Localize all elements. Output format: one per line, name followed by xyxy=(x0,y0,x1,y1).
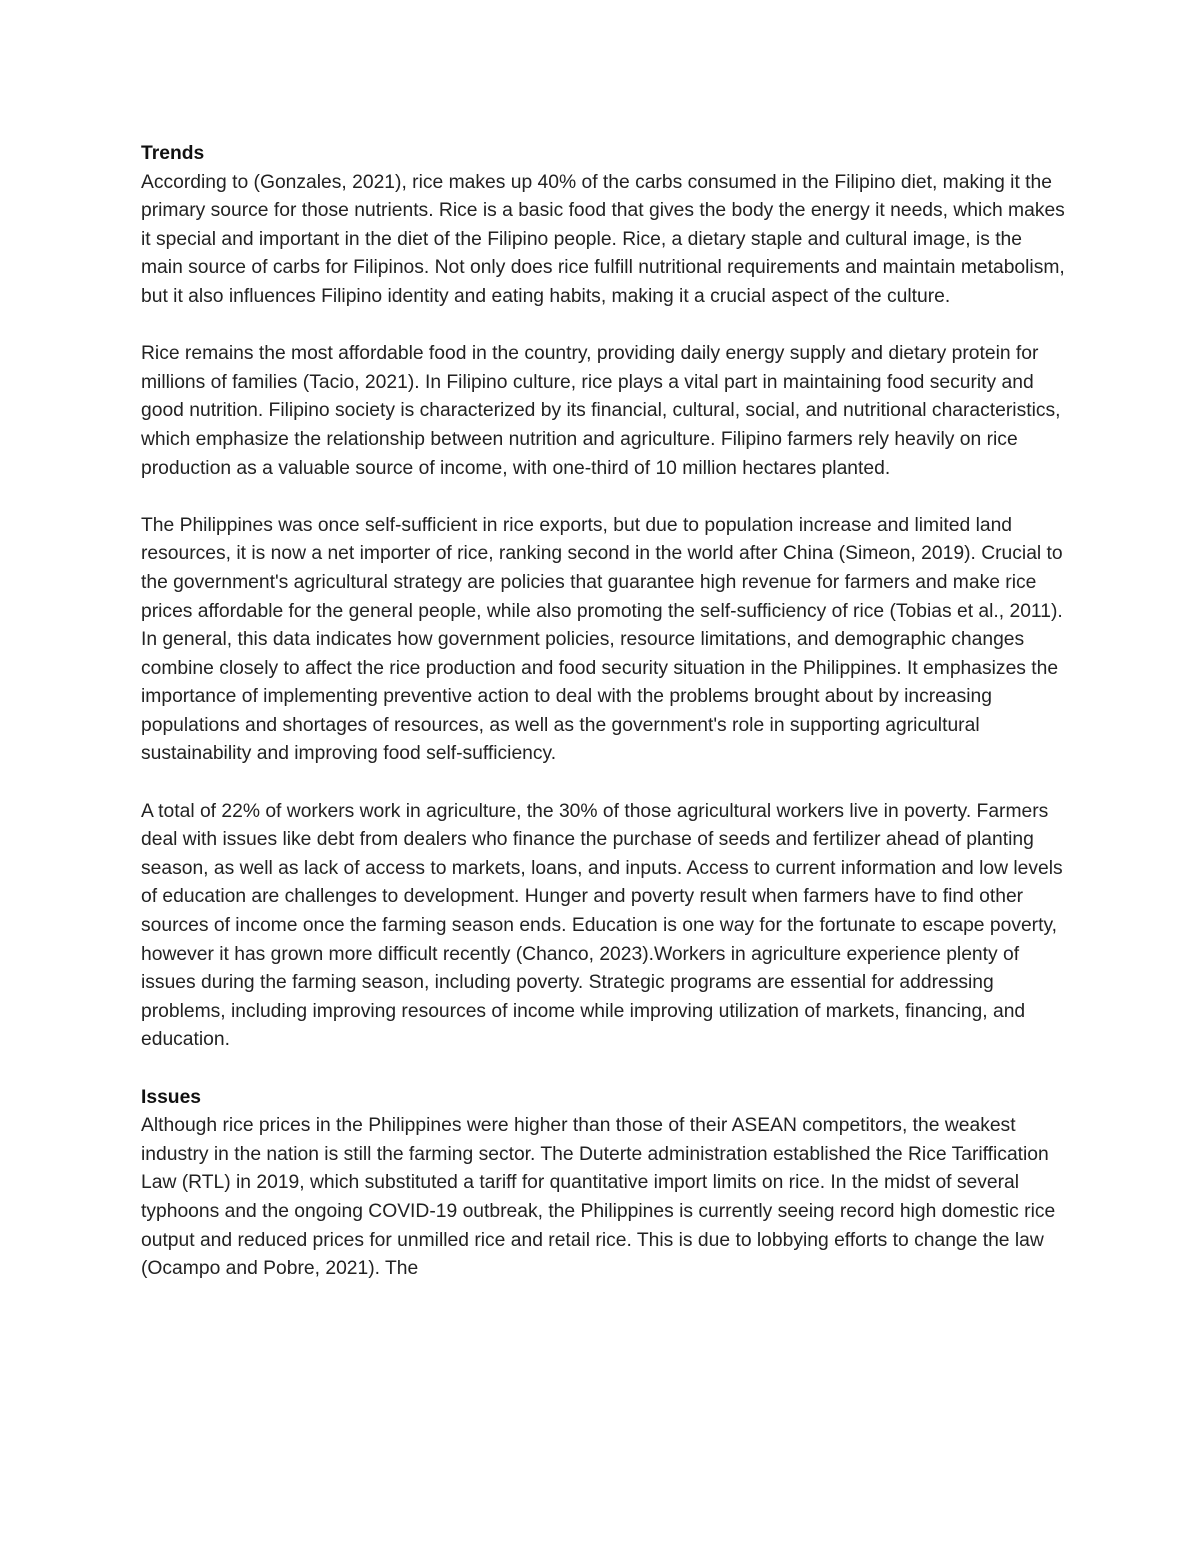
section-heading: Issues xyxy=(141,1086,202,1108)
document-body xyxy=(141,140,1066,1284)
paragraph: The Philippines was once self-sufficient in rice exports, but due to population increase and limited land resources, it is now a net importer of rice, ranking second in the world after China (Simeon, 2019). Crucial to the government's agricultural strategy are policies that guarantee high revenue for farmers and make rice prices affordable for the general people, while also promoting the self-sufficiency of rice (Tobias et al., 2011). In general, this data indicates how government policies, resource limitations, and demographic changes combine closely to affect the rice production and food security situation in the Philippines. It emphasizes the importance of implementing preventive action to deal with the problems brought about by increasing populations and shortages of resources, as well as the government's role in supporting agricultural sustainability and improving food self-sufficiency. xyxy=(141,514,1063,765)
section-trends xyxy=(141,140,1066,1055)
paragraph: A total of 22% of workers work in agriculture, the 30% of those agricultural workers live in poverty. Farmers deal with issues like debt from dealers who finance the purchase of seeds and fertilizer ahead of planting season, as well as lack of access to markets, loans, and inputs. Access to current information and low levels of education are challenges to development. Hunger and poverty result when farmers have to find other sources of income once the farming season ends. Education is one way for the fortunate to escape poverty, however it has grown more difficult recently (Chanco, 2023).Workers in agriculture experience plenty of issues during the farming season, including poverty. Strategic programs are essential for addressing problems, including improving resources of income while improving utilization of markets, financing, and education. xyxy=(141,800,1063,1051)
section-heading: Trends xyxy=(141,143,205,164)
paragraph: Although rice prices in the Philippines were higher than those of their ASEAN competitors, the weakest industry in the nation is still the farming sector. The Duterte administration established the Rice Tariffication Law (RTL) in 2019, which substituted a tariff for quantitative import limits on rice. In the midst of several typhoons and the ongoing COVID-19 outbreak, the Philippines is currently seeing record high domestic rice output and reduced prices for unmilled rice and retail rice. This is due to lobbying efforts to change the law (Ocampo and Pobre, 2021). The xyxy=(141,1115,1056,1280)
paragraph: According to (Gonzales, 2021), rice makes up 40% of the carbs consumed in the Filipino diet, making it the primary source for those nutrients. Rice is a basic food that gives the body the energy it needs, which makes it special and important in the diet of the Filipino people. Rice, a dietary staple and cultural image, is the main source of carbs for Filipinos. Not only does rice fulfill nutritional requirements and maintain metabolism, but it also influences Filipino identity and eating habits, making it a crucial aspect of the culture. xyxy=(141,171,1065,307)
section-issues xyxy=(141,1084,1066,1284)
paragraph: Rice remains the most affordable food in the country, providing daily energy supply and dietary protein for millions of families (Tacio, 2021). In Filipino culture, rice plays a vital part in maintaining food security and good nutrition. Filipino society is characterized by its financial, cultural, social, and nutritional characteristics, which emphasize the relationship between nutrition and agriculture. Filipino farmers rely heavily on rice production as a valuable source of income, with one-third of 10 million hectares planted. xyxy=(141,343,1061,479)
